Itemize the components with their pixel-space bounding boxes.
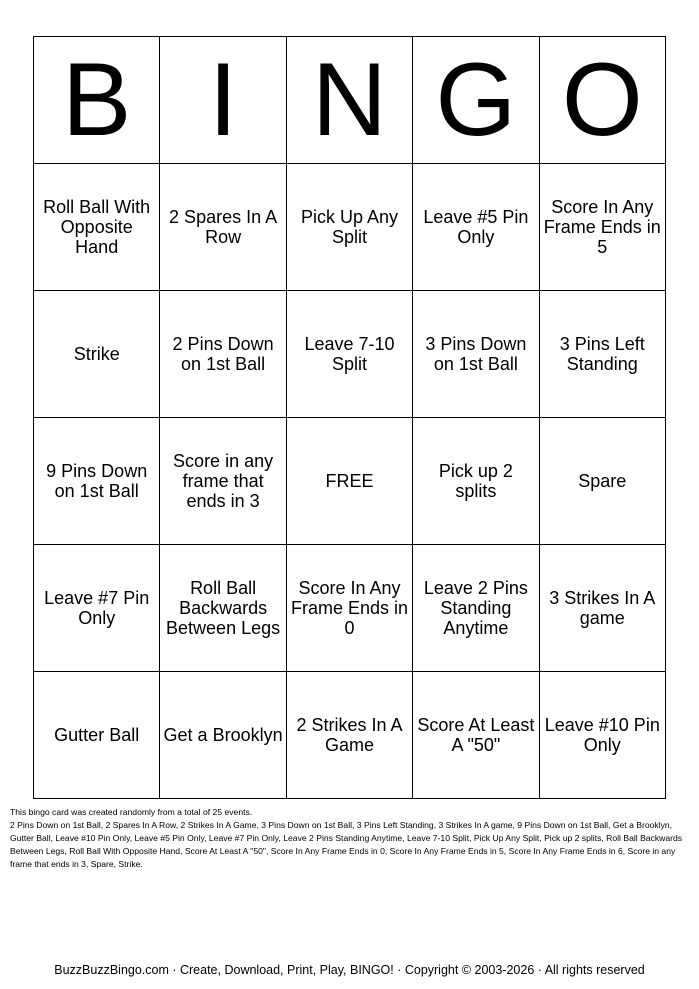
bingo-cell: Leave 7-10 Split: [286, 291, 412, 418]
bingo-cell: 3 Strikes In A game: [539, 545, 665, 672]
bingo-cell: 3 Pins Left Standing: [539, 291, 665, 418]
header-letter-g: G: [413, 37, 539, 164]
card-event-list: 2 Pins Down on 1st Ball, 2 Spares In A Row, 2 Strikes In A Game, 3 Pins Down on 1st Ball, 3 Pins Left Standing, 3 Strikes In A game, 9 Pins Down on 1st Ball, Get a Brooklyn, Gutter Ball, Leave #10 Pin Only, Leave #5 Pin Only, Leave #7 Pin Only, Leave 2 Pins Standing Anytime, Leave 7-10 Split, Pick Up Any Split, Pick up 2 splits, Roll Ball Backwards Between Legs, Roll Ball With Opposite Hand, Score At Least A "50", Score In Any Frame Ends in 0, Score In Any Frame Ends in 5, Score In Any Frame Ends in 6, Score in any frame that ends in 3, Spare, Strike.: [10, 820, 683, 869]
bingo-row: [34, 418, 666, 545]
bingo-cell: Score In Any Frame Ends in 0: [286, 545, 412, 672]
bingo-card: [33, 36, 666, 799]
header-letter-n: N: [286, 37, 412, 164]
bingo-cell: 2 Strikes In A Game: [286, 672, 412, 799]
bingo-cell: 2 Spares In A Row: [160, 164, 286, 291]
footer-copyright: BuzzBuzzBingo.com · Create, Download, Print, Play, BINGO! · Copyright © 2003-2026 · All rights reserved: [54, 963, 645, 977]
bingo-free-cell: FREE: [286, 418, 412, 545]
header-letter-i: I: [160, 37, 286, 164]
bingo-cell: Pick Up Any Split: [286, 164, 412, 291]
bingo-cell: Score In Any Frame Ends in 5: [539, 164, 665, 291]
bingo-row: [34, 672, 666, 799]
bingo-cell: 9 Pins Down on 1st Ball: [34, 418, 160, 545]
bingo-cell: 2 Pins Down on 1st Ball: [160, 291, 286, 418]
bingo-cell: Leave #10 Pin Only: [539, 672, 665, 799]
bingo-cell: Leave 2 Pins Standing Anytime: [413, 545, 539, 672]
card-description: [10, 806, 690, 871]
bingo-cell: Gutter Ball: [34, 672, 160, 799]
bingo-cell: Score in any frame that ends in 3: [160, 418, 286, 545]
bingo-cell: Get a Brooklyn: [160, 672, 286, 799]
bingo-row: [34, 545, 666, 672]
header-letter-b: B: [34, 37, 160, 164]
bingo-cell: Spare: [539, 418, 665, 545]
bingo-cell: Roll Ball With Opposite Hand: [34, 164, 160, 291]
card-description-intro: This bingo card was created randomly from a total of 25 events.: [10, 807, 253, 817]
header-letter-o: O: [539, 37, 665, 164]
bingo-cell: Strike: [34, 291, 160, 418]
bingo-cell: Roll Ball Backwards Between Legs: [160, 545, 286, 672]
bingo-cell: Leave #7 Pin Only: [34, 545, 160, 672]
bingo-header-row: [34, 37, 666, 164]
bingo-cell: 3 Pins Down on 1st Ball: [413, 291, 539, 418]
bingo-cell: Pick up 2 splits: [413, 418, 539, 545]
bingo-row: [34, 164, 666, 291]
bingo-row: [34, 291, 666, 418]
bingo-cell: Score At Least A "50": [413, 672, 539, 799]
bingo-cell: Leave #5 Pin Only: [413, 164, 539, 291]
